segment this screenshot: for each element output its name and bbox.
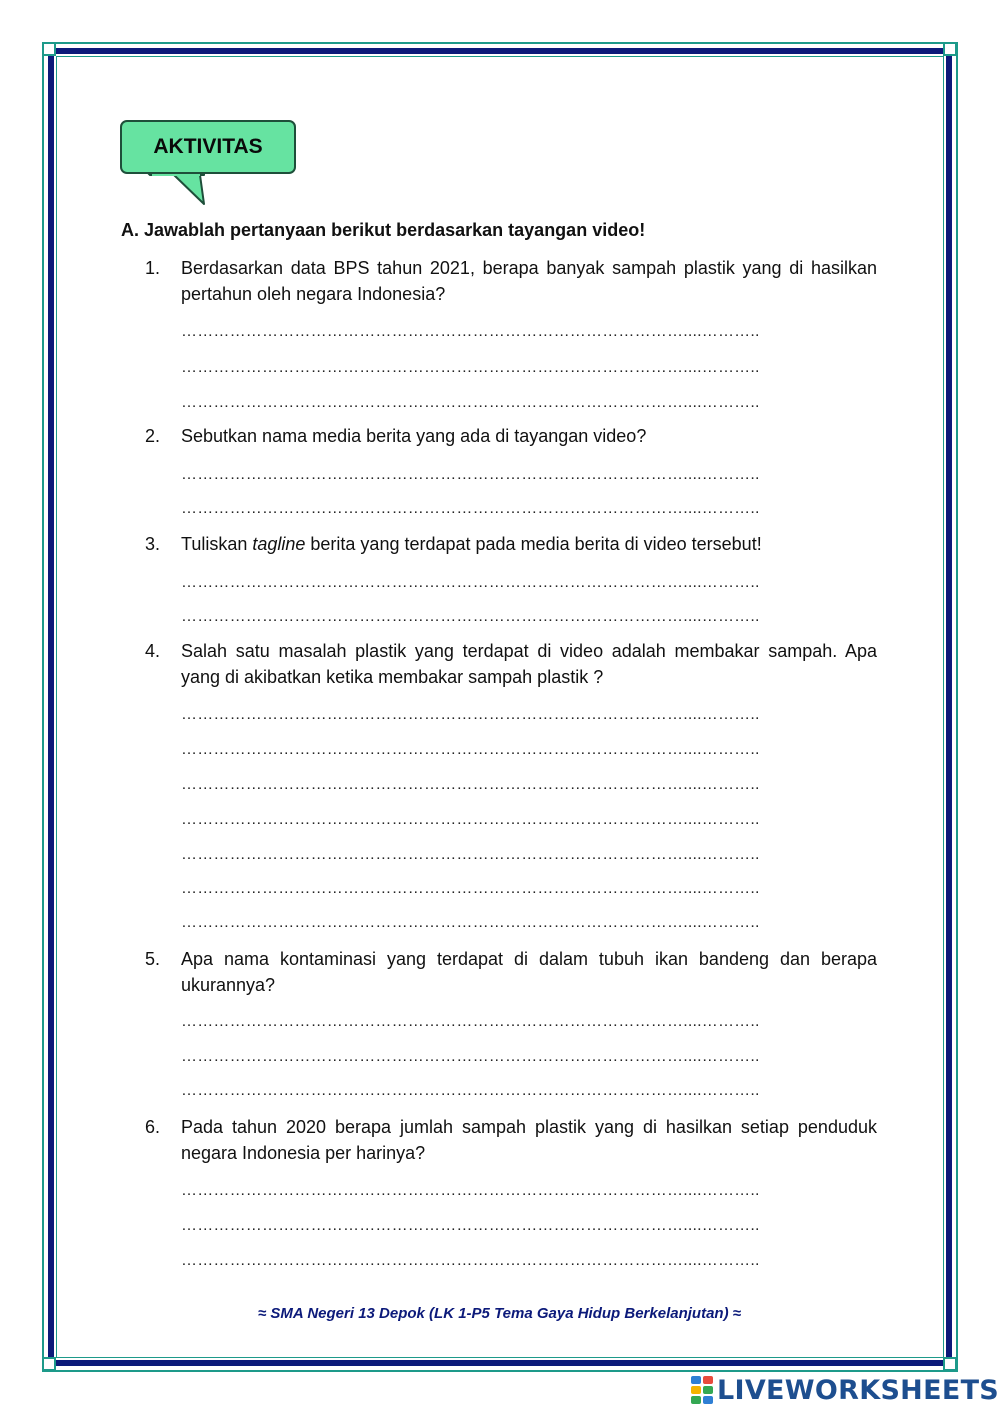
answer-line[interactable]: …………………………………………………………………………………....……….. — [181, 1182, 760, 1199]
question-2: 2. Sebutkan nama media berita yang ada di tayangan video? — [145, 426, 647, 446]
answer-line[interactable]: …………………………………………………………………………………....……….. — [181, 323, 760, 340]
answer-line[interactable]: …………………………………………………………………………………....……….. — [181, 880, 760, 897]
frame-corner — [943, 1357, 957, 1371]
answer-line[interactable]: …………………………………………………………………………………....……….. — [181, 608, 760, 625]
frame-corner — [943, 42, 957, 56]
question-1: 1. Berdasarkan data BPS tahun 2021, berapa banyak sampah plastik yang di hasilkan pertahun oleh negara Indonesia? — [145, 258, 877, 304]
answer-line[interactable]: …………………………………………………………………………………....……….. — [181, 574, 760, 591]
question-6: 6. Pada tahun 2020 berapa jumlah sampah plastik yang di hasilkan setiap penduduk negara Indonesia per harinya? — [145, 1117, 877, 1163]
answer-line[interactable]: …………………………………………………………………………………....……….. — [181, 914, 760, 931]
liveworksheets-watermark: LIVEWORKSHEETS — [691, 1373, 999, 1407]
answer-line[interactable]: …………………………………………………………………………………....……….. — [181, 741, 760, 758]
frame-corner — [42, 42, 56, 56]
tagline-term: tagline — [252, 534, 306, 554]
question-5: 5. Apa nama kontaminasi yang terdapat di dalam tubuh ikan bandeng dan berapa ukurannya? — [145, 949, 877, 995]
speech-bubble-tail — [146, 172, 210, 208]
answer-line[interactable]: …………………………………………………………………………………....……….. — [181, 1217, 760, 1234]
answer-line[interactable]: …………………………………………………………………………………....……….. — [181, 1082, 760, 1099]
page-footer: ≈ SMA Negeri 13 Depok (LK 1-P5 Tema Gaya Hidup Berkelanjutan) ≈ — [258, 1305, 741, 1322]
answer-line[interactable]: …………………………………………………………………………………....……….. — [181, 1048, 760, 1065]
answer-line[interactable]: …………………………………………………………………………………....……….. — [181, 846, 760, 863]
answer-line[interactable]: …………………………………………………………………………………....……….. — [181, 466, 760, 483]
answer-line[interactable]: …………………………………………………………………………………....……….. — [181, 1013, 760, 1030]
activity-badge: AKTIVITAS — [120, 120, 296, 174]
answer-line[interactable]: …………………………………………………………………………………....……….. — [181, 811, 760, 828]
question-3: 3. Tuliskan tagline berita yang terdapat pada media berita di video tersebut! — [145, 534, 762, 554]
answer-line[interactable]: …………………………………………………………………………………....……….. — [181, 359, 760, 376]
liveworksheets-logo-icon — [691, 1376, 713, 1404]
frame-corner — [42, 1357, 56, 1371]
answer-line[interactable]: …………………………………………………………………………………....……….. — [181, 394, 760, 411]
answer-line[interactable]: …………………………………………………………………………………....……….. — [181, 1252, 760, 1269]
section-title: A. Jawablah pertanyaan berikut berdasarkan tayangan video! — [121, 220, 646, 240]
answer-line[interactable]: …………………………………………………………………………………....……….. — [181, 500, 760, 517]
answer-line[interactable]: …………………………………………………………………………………....……….. — [181, 706, 760, 723]
question-4: 4. Salah satu masalah plastik yang terdapat di video adalah membakar sampah. Apa yang di akibatkan ketika membakar sampah plastik ? — [145, 641, 877, 687]
answer-line[interactable]: …………………………………………………………………………………....……….. — [181, 776, 760, 793]
